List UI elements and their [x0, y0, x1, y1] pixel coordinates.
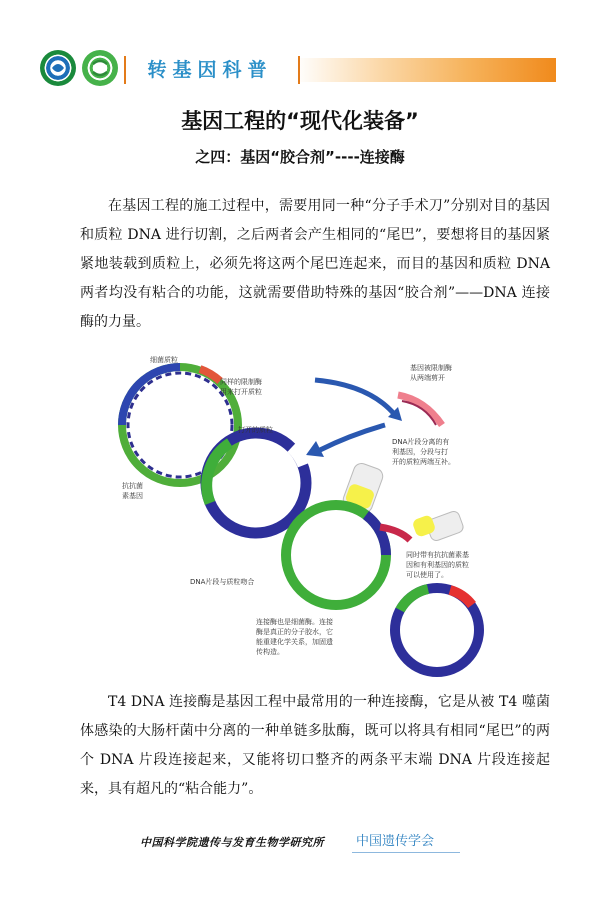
label-same-enzyme: 同样的限制酶 用来打开质粒: [220, 378, 262, 396]
intro-paragraph: 在基因工程的施工过程中，需要用同一种“分子手术刀”分别对目的基因和质粒 DNA 进行切割，之后两者会产生相同的“尾巴”，要想将目的基因紧紧地装载到质粒上，必须先将这两个尾巴连起来，而目的基因和质粒 DNA 两者均没有粘合的功能，这就需要借助特殊的基因“胶合剂”——DNA 连接酶的力量。: [80, 198, 550, 330]
society-logo-icon: [82, 50, 118, 86]
institute-logo-icon: [40, 50, 76, 86]
recombinant-plasmid-icon: [395, 588, 479, 672]
footer-underline: [352, 852, 460, 853]
label-ligase-note: 连接酶也是细菌酶。连接 酶是真正的分子胶水，它 能重建化学关系，加固遗 传构造。: [256, 618, 333, 656]
column-title: 转基因科普: [147, 59, 273, 81]
label-gene-cut: 基因被限制酶 从两端剪开: [410, 364, 452, 382]
t4-ligase-paragraph: T4 DNA 连接酶是基因工程中最常用的一种连接酶，它是从被 T4 噬菌体感染的大肠杆菌中分离的一种单链多肽酶，既可以将具有相同“尾巴”的两个 DNA 片段连接起来，又能将切口整齐的两条平末端 DNA 片段连接起来，具有超凡的“粘合能力”。: [80, 694, 550, 797]
label-fragment-note: DNA片段分离的有 利基因，分段与打 开的质粒两端互补。: [392, 438, 455, 466]
ligase-diagram: [80, 355, 540, 680]
label-both-genes: 同时带有抗抗菌素基 因和有利基因的质粒 可以使用了。: [406, 551, 469, 579]
page-title: 基因工程的“现代化装备”: [181, 109, 419, 133]
label-antibiotic-gene: 抗抗菌 素基因: [122, 482, 143, 500]
gene-fragment-icon: [398, 395, 442, 425]
page-subtitle: 之四：基因“胶合剂”----连接酶: [195, 148, 405, 166]
label-opened-plasmid: 打开的质粒: [238, 426, 273, 434]
opened-plasmid-icon: [206, 433, 306, 533]
footer-institute: 中国科学院遗传与发育生物学研究所: [140, 836, 324, 849]
label-bacterial-plasmid: 细菌质粒: [150, 356, 178, 364]
joining-plasmid-icon: [286, 505, 410, 605]
footer-society: 中国遗传学会: [356, 834, 435, 849]
page-header: [0, 50, 600, 90]
label-fragment-join: DNA片段与质粒吻合: [190, 578, 255, 586]
test-tube-icon: [412, 510, 465, 542]
